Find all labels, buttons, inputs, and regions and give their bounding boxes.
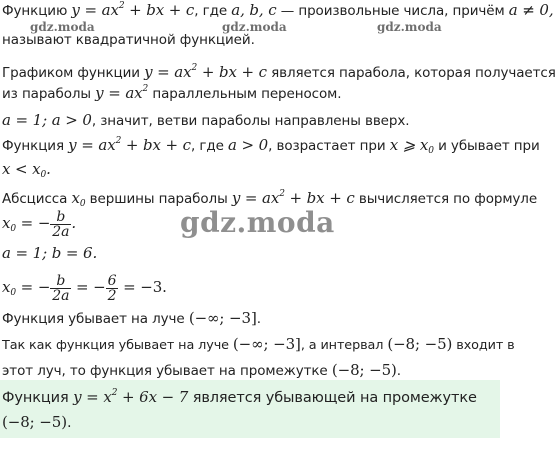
watermark-large: gdz.moda [180,206,335,239]
watermark: gdz.moda [377,20,442,34]
formula: $y = ax^2$ + bx + c [231,189,355,207]
text: , где [190,138,228,154]
formula: $y = ax^2$ + bx + c [68,136,191,154]
formula: (−8; −5) [2,413,67,431]
formula: $x_0$ [71,189,86,209]
numerator: b [50,274,71,289]
formula: = − [71,278,106,296]
formula: $y = ax^2$ + bx + c [144,63,267,81]
fraction [50,274,71,303]
graph-line-1 [2,63,556,82]
formula: $y = x^2 + 6x - 7$ [73,388,189,406]
formula: $x < x_0$. [2,160,51,180]
text: этот луч, то функция убывает на промежутке [2,363,332,379]
text: , а интервал [300,338,388,353]
text: вычисляется по формуле [354,191,538,207]
denominator: 2a [52,287,70,304]
decreasing-ray-line [2,309,261,328]
definition-line-1 [2,1,554,20]
text: параллельным переносом. [148,86,342,102]
text: , значит, ветви параболы направлены вверх. [91,113,410,129]
branches-line [2,111,409,130]
formula: a = 1; a > 0 [2,111,92,129]
text: из параболы [2,86,96,102]
monotonic-line-2 [2,160,51,179]
formula: a > 0 [228,136,269,154]
text: . [396,363,401,379]
interval-line-1 [2,335,515,355]
vertex-calculation [2,272,167,303]
vertex-formula [2,208,76,239]
formula: (−8; −5) [331,361,397,379]
monotonic-line-1 [2,136,540,155]
text: . [66,415,72,431]
formula: . [71,214,77,232]
text: Функция убывает на луче [2,311,189,327]
text: Функция [2,138,69,154]
formula: (−∞; −3] [188,309,257,327]
watermark: gdz.moda [30,20,95,34]
formula: (−∞; −3] [232,335,301,353]
numerator: b [50,210,71,225]
formula: $y = ax^2$ [95,84,149,102]
text: является парабола, которая получается [266,65,556,81]
formula: a, b, c [231,1,277,19]
fraction [50,210,71,239]
text: , возрастает при [268,138,390,154]
formula: = −3. [118,278,167,296]
text: , где [194,3,232,19]
formula: $x_0$ = − [2,278,51,298]
text: вершины параболы [85,191,232,207]
text: и убывает при [433,138,540,154]
formula: x ⩾ $x_0$ [389,136,434,156]
text: — произвольные числа, причём [276,3,509,19]
text: входит в [452,338,515,353]
text: Абсцисса [2,191,72,207]
text: называют квадратичной функцией. [2,32,255,48]
formula: a ≠ 0, [508,1,554,19]
formula: (−8; −5) [387,335,453,353]
coefficients-line [2,244,97,263]
text: Так как функция убывает на луче [2,338,233,353]
answer-line-1 [2,388,477,407]
answer-line-2 [2,413,71,432]
graph-line-2 [2,84,341,103]
watermark: gdz.moda [222,20,287,34]
text: . [256,311,261,327]
text: Функция [2,390,74,406]
fraction [106,274,119,303]
formula: $x_0$ = − [2,214,51,234]
denominator: 2 [107,287,117,304]
numerator: 6 [107,272,117,289]
denominator: 2a [52,223,70,240]
text: является убывающей на промежутке [188,390,477,406]
interval-line-2 [2,361,401,380]
text: Графиком функции [2,65,145,81]
formula: $y = ax^2$ + bx + c [71,1,195,19]
formula: a = 1; b = 6. [2,244,98,262]
text: Функцию [2,3,72,19]
